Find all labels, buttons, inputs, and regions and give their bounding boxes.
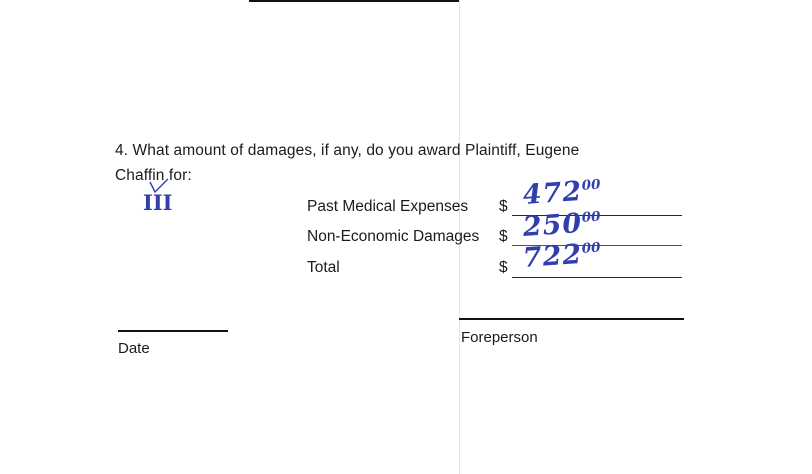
- handwritten-amount-1: $250^{00}$: [521, 207, 602, 243]
- row-label-past-medical-expenses: Past Medical Expenses: [307, 198, 469, 215]
- top-cut-rule: [249, 0, 459, 2]
- handwritten-margin-mark: III: [143, 190, 173, 215]
- foreperson-signature-rule: [459, 318, 684, 320]
- date-signature-rule: [118, 330, 228, 332]
- row-label-total: Total: [307, 259, 340, 276]
- row-label-non-economic-damages: Non-Economic Damages: [307, 228, 480, 245]
- foreperson-label: Foreperson: [461, 329, 538, 346]
- amount-rule-2: [512, 277, 682, 278]
- handwritten-amount-0: $472^{00}$: [521, 175, 602, 211]
- handwritten-check-mark: [148, 178, 172, 196]
- row-currency-0: $: [499, 198, 508, 215]
- question-line-2: Chaffin for:: [115, 167, 192, 184]
- row-currency-1: $: [499, 228, 508, 245]
- handwritten-amount-2: $722^{00}$: [521, 238, 602, 274]
- row-currency-2: $: [499, 259, 508, 276]
- date-label: Date: [118, 340, 150, 357]
- question-line-1: 4. What amount of damages, if any, do you award Plaintiff, Eugene: [115, 142, 580, 159]
